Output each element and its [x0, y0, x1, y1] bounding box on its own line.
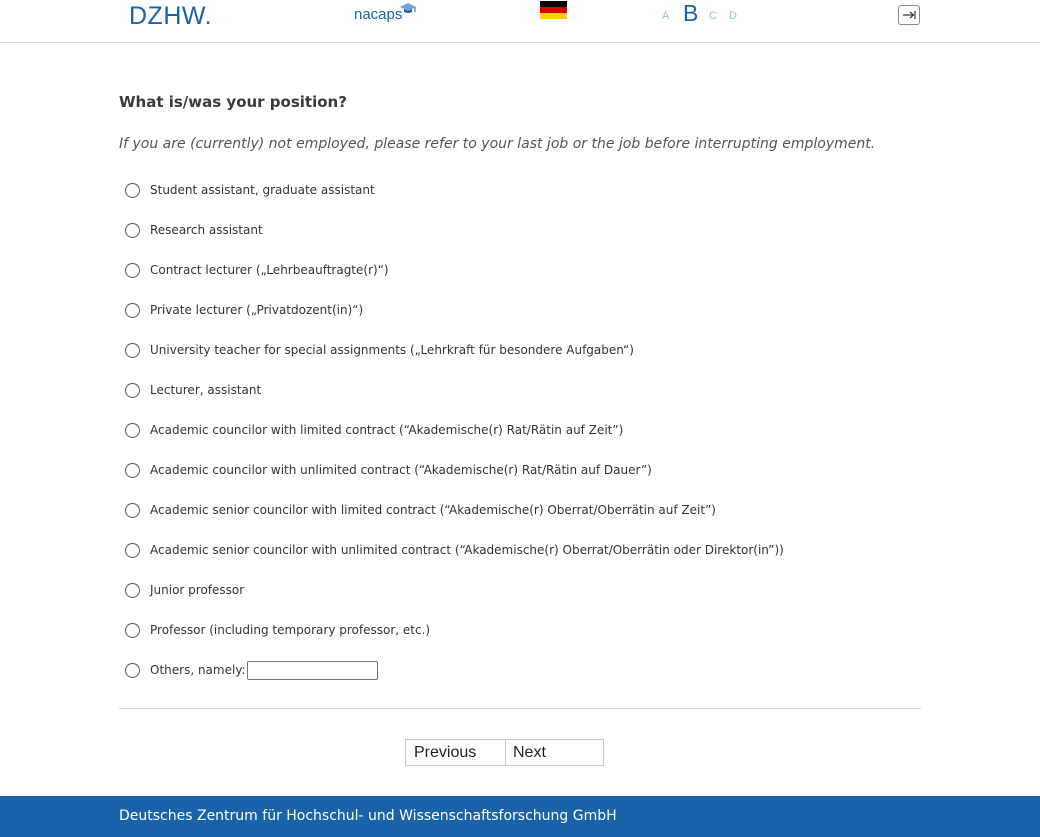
option-label: Academic senior councilor with unlimited contract (“Akademische(r) Oberrat/Oberrätin oder Direktor(in”)) — [150, 543, 784, 557]
radio-button[interactable] — [125, 263, 140, 278]
radio-button[interactable] — [125, 503, 140, 518]
font-size-d[interactable]: D — [729, 10, 737, 22]
question-title: What is/was your position? — [119, 93, 347, 111]
option-student-assistant[interactable] — [125, 182, 885, 202]
option-label: Academic senior councilor with limited contract (“Akademische(r) Oberrat/Oberrätin auf Zeit”) — [150, 503, 716, 517]
navigation-buttons — [405, 739, 604, 766]
option-others[interactable] — [125, 662, 885, 682]
option-junior-professor[interactable] — [125, 582, 885, 602]
radio-button[interactable] — [125, 663, 140, 678]
option-label: Contract lecturer („Lehrbeauftragte(r)“) — [150, 263, 389, 277]
exit-button[interactable] — [898, 5, 920, 25]
graduation-cap-icon — [400, 3, 416, 15]
option-private-lecturer[interactable] — [125, 302, 885, 322]
header-bar — [0, 0, 1040, 43]
option-lecturer-assistant[interactable] — [125, 382, 885, 402]
radio-button[interactable] — [125, 463, 140, 478]
footer-text: Deutsches Zentrum für Hochschul- und Wissenschaftsforschung GmbH — [119, 808, 617, 824]
option-label: Academic councilor with limited contract (“Akademische(r) Rat/Rätin auf Zeit”) — [150, 423, 624, 437]
font-size-c[interactable]: C — [709, 10, 717, 22]
nav-separator — [505, 740, 506, 765]
footer — [0, 796, 1040, 837]
nacaps-logo-text: nacaps — [354, 6, 403, 23]
font-size-a[interactable]: A — [662, 10, 670, 22]
german-flag-icon[interactable] — [540, 1, 567, 19]
radio-button[interactable] — [125, 623, 140, 638]
option-label: Others, namely: — [150, 663, 246, 677]
radio-button[interactable] — [125, 383, 140, 398]
option-label: Student assistant, graduate assistant — [150, 183, 375, 197]
radio-button[interactable] — [125, 543, 140, 558]
exit-icon — [902, 10, 916, 20]
option-label: Academic councilor with unlimited contract (“Akademische(r) Rat/Rätin auf Dauer”) — [150, 463, 652, 477]
option-research-assistant[interactable] — [125, 222, 885, 242]
option-label: Research assistant — [150, 223, 263, 237]
radio-button[interactable] — [125, 583, 140, 598]
option-university-teacher[interactable] — [125, 342, 885, 362]
option-label: University teacher for special assignments („Lehrkraft für besondere Aufgaben“) — [150, 343, 634, 357]
divider — [119, 708, 921, 709]
radio-button[interactable] — [125, 303, 140, 318]
font-size-b[interactable]: B — [683, 0, 699, 26]
radio-button[interactable] — [125, 183, 140, 198]
others-text-input[interactable] — [247, 661, 378, 680]
option-label: Private lecturer („Privatdozent(in)“) — [150, 303, 364, 317]
option-label: Professor (including temporary professor, etc.) — [150, 623, 431, 637]
radio-button[interactable] — [125, 343, 140, 358]
nacaps-logo — [354, 6, 402, 23]
dzhw-logo: DZHW. — [129, 2, 213, 30]
option-senior-councilor-unlimited[interactable] — [125, 542, 885, 562]
option-academic-councilor-limited[interactable] — [125, 422, 885, 442]
option-label: Lecturer, assistant — [150, 383, 262, 397]
option-academic-councilor-unlimited[interactable] — [125, 462, 885, 482]
option-contract-lecturer[interactable] — [125, 262, 885, 282]
option-professor[interactable] — [125, 622, 885, 642]
question-instruction: If you are (currently) not employed, please refer to your last job or the job before interrupting employment. — [119, 136, 876, 152]
option-senior-councilor-limited[interactable] — [125, 502, 885, 522]
radio-button[interactable] — [125, 223, 140, 238]
radio-button[interactable] — [125, 423, 140, 438]
previous-button[interactable]: Previous — [414, 744, 477, 761]
option-label: Junior professor — [150, 583, 245, 597]
next-button[interactable]: Next — [513, 744, 546, 761]
